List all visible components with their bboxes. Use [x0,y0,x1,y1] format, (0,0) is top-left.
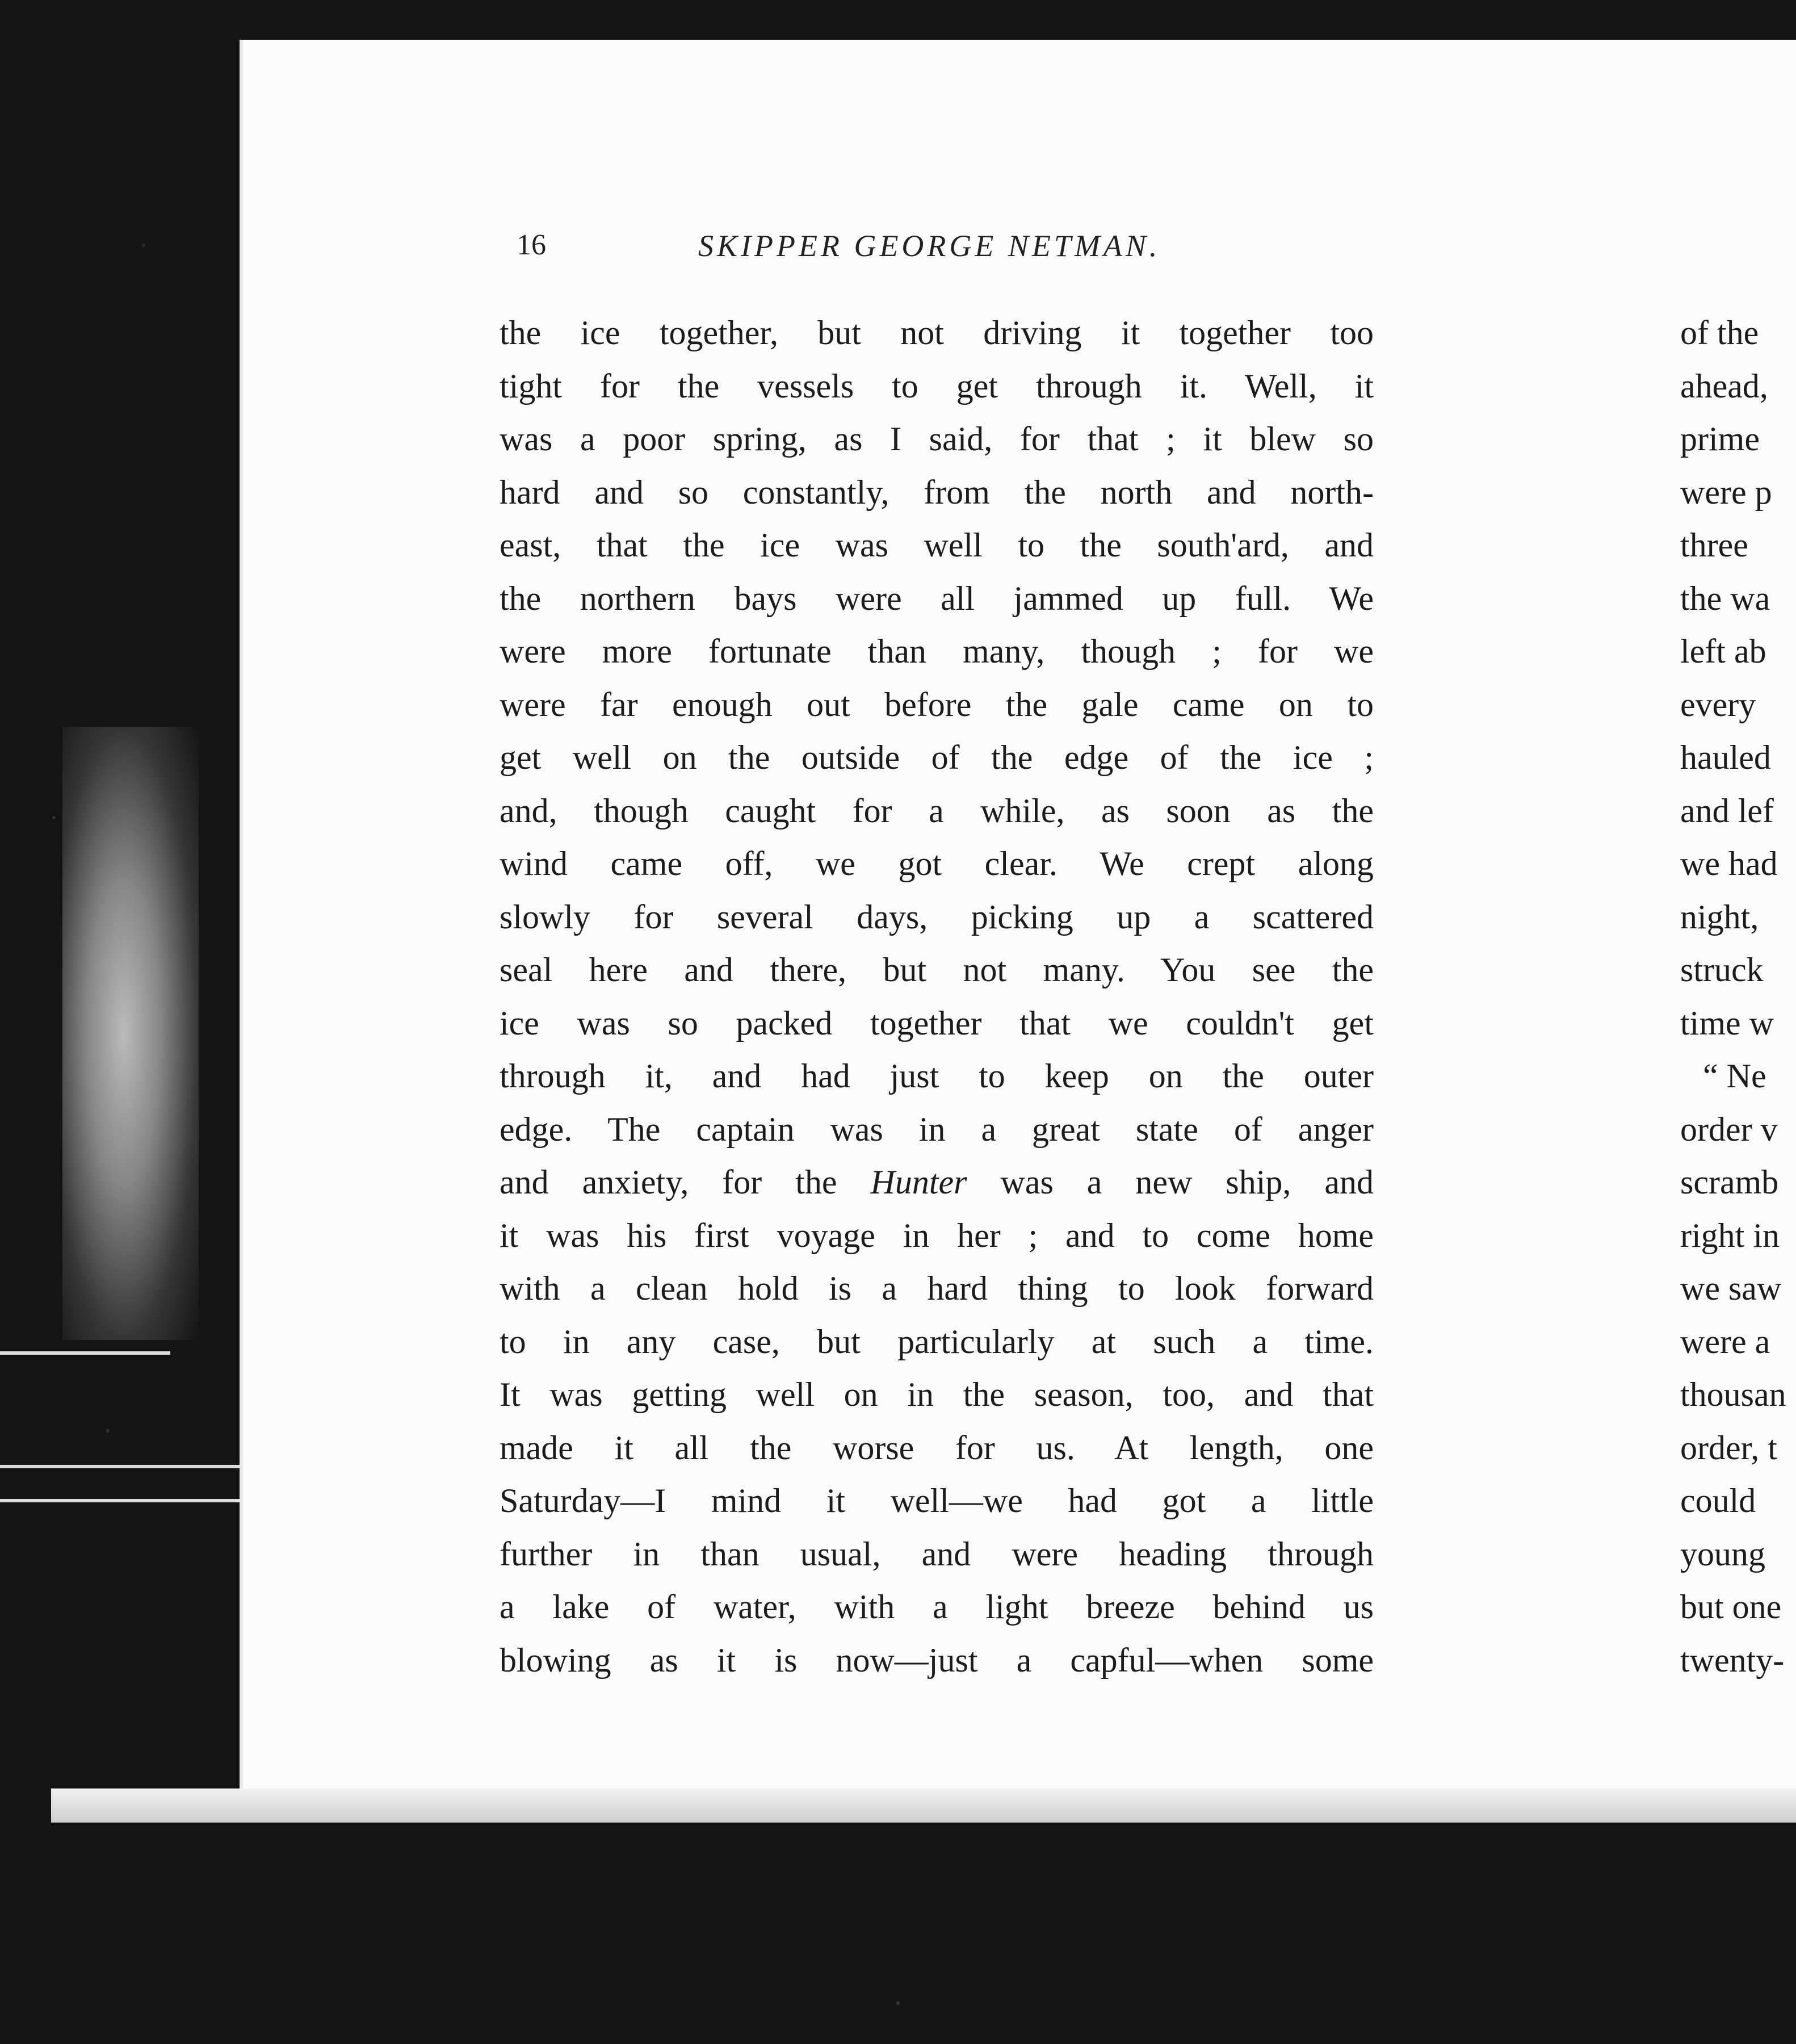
page-body [500,307,1374,1687]
facing-text-line: and lef [1680,791,1774,830]
text-line: It was getting well on in the season, too, and that [500,1376,1374,1413]
text-line: made it all the worse for us. At length, one [500,1429,1374,1467]
text-line: hard and so constantly, from the north and north- [500,473,1374,511]
text-line: wind came off, we got clear. We crept along [500,845,1374,882]
facing-text-line: could [1680,1482,1756,1519]
facing-text-line: were a [1680,1322,1770,1360]
text-line: the northern bays were all jammed up full. We [500,579,1374,617]
text-line: through it, and had just to keep on the outer [500,1057,1374,1095]
facing-text-line: of the [1680,314,1759,351]
text-line: edge. The captain was in a great state of anger [500,1110,1374,1148]
facing-text-line: time w [1680,1004,1774,1042]
text-line: blowing as it is now—just a capful—when some [500,1641,1374,1679]
text-line: slowly for several days, picking up a scattered [500,898,1374,936]
text-line: tight for the vessels to get through it. Well, it [500,367,1374,405]
facing-text-line: right in [1680,1216,1780,1254]
scan-edge-blur [62,727,199,1340]
text-line: the ice together, but not driving it together too [500,314,1374,351]
page-bottom-edge [51,1789,1796,1823]
text-line: were more fortunate than many, though ; for we [500,633,1374,670]
facing-text-line: every [1680,685,1756,723]
facing-text-line: prime [1680,420,1760,458]
facing-text-line: but one [1680,1588,1782,1626]
text-line-with-italic-title: and anxiety, for the Hunter was a new ship, and [500,1163,1374,1201]
scan-line-artifact [0,1465,243,1468]
facing-text-line: order v [1680,1110,1778,1148]
facing-text-line: the wa [1680,579,1770,617]
text-line: get well on the outside of the edge of the ice ; [500,739,1374,776]
facing-text-line: were p [1680,473,1772,511]
page-number: 16 [517,229,546,261]
facing-text-line: order, t [1680,1429,1777,1467]
text-line: with a clean hold is a hard thing to look forward [500,1270,1374,1307]
facing-text-line: we had [1680,845,1778,882]
text-line: east, that the ice was well to the south'ard, and [500,526,1374,564]
text-line: and, though caught for a while, as soon as the [500,791,1374,830]
facing-text-line: ahead, [1680,367,1768,405]
text-line: Saturday—I mind it well—we had got a little [500,1482,1374,1519]
text-line: further in than usual, and were heading through [500,1535,1374,1573]
text-line: were far enough out before the gale came on to [500,685,1374,723]
facing-text-line: hauled [1680,739,1771,776]
text-line: it was his first voyage in her ; and to come home [500,1216,1374,1254]
facing-text-line: left ab [1680,633,1766,670]
text-line: a lake of water, with a light breeze behind us [500,1588,1374,1626]
scan-line-artifact [0,1351,170,1355]
text-line: to in any case, but particularly at such a time. [500,1322,1374,1360]
running-head: SKIPPER GEORGE NETMAN. [698,229,1161,263]
facing-text-line: we saw [1680,1270,1782,1307]
scan-line-artifact [0,1499,243,1502]
facing-text-line: young [1680,1535,1765,1573]
facing-page-fragment [1680,307,1796,1687]
facing-text-line: struck [1680,951,1764,989]
text-line: ice was so packed together that we couldn't get [500,1004,1374,1042]
page-header [517,228,1198,274]
facing-text-line: three [1680,526,1748,564]
facing-text-line: thousan [1680,1376,1786,1413]
ship-name: Hunter [870,1163,967,1201]
facing-text-line: twenty- [1680,1641,1785,1679]
facing-text-line: scramb [1680,1163,1779,1201]
facing-text-line: “ Ne [1703,1057,1766,1095]
text-line: seal here and there, but not many. You see the [500,951,1374,989]
text-line: was a poor spring, as I said, for that ; it blew so [500,420,1374,458]
facing-text-line: night, [1680,898,1759,936]
